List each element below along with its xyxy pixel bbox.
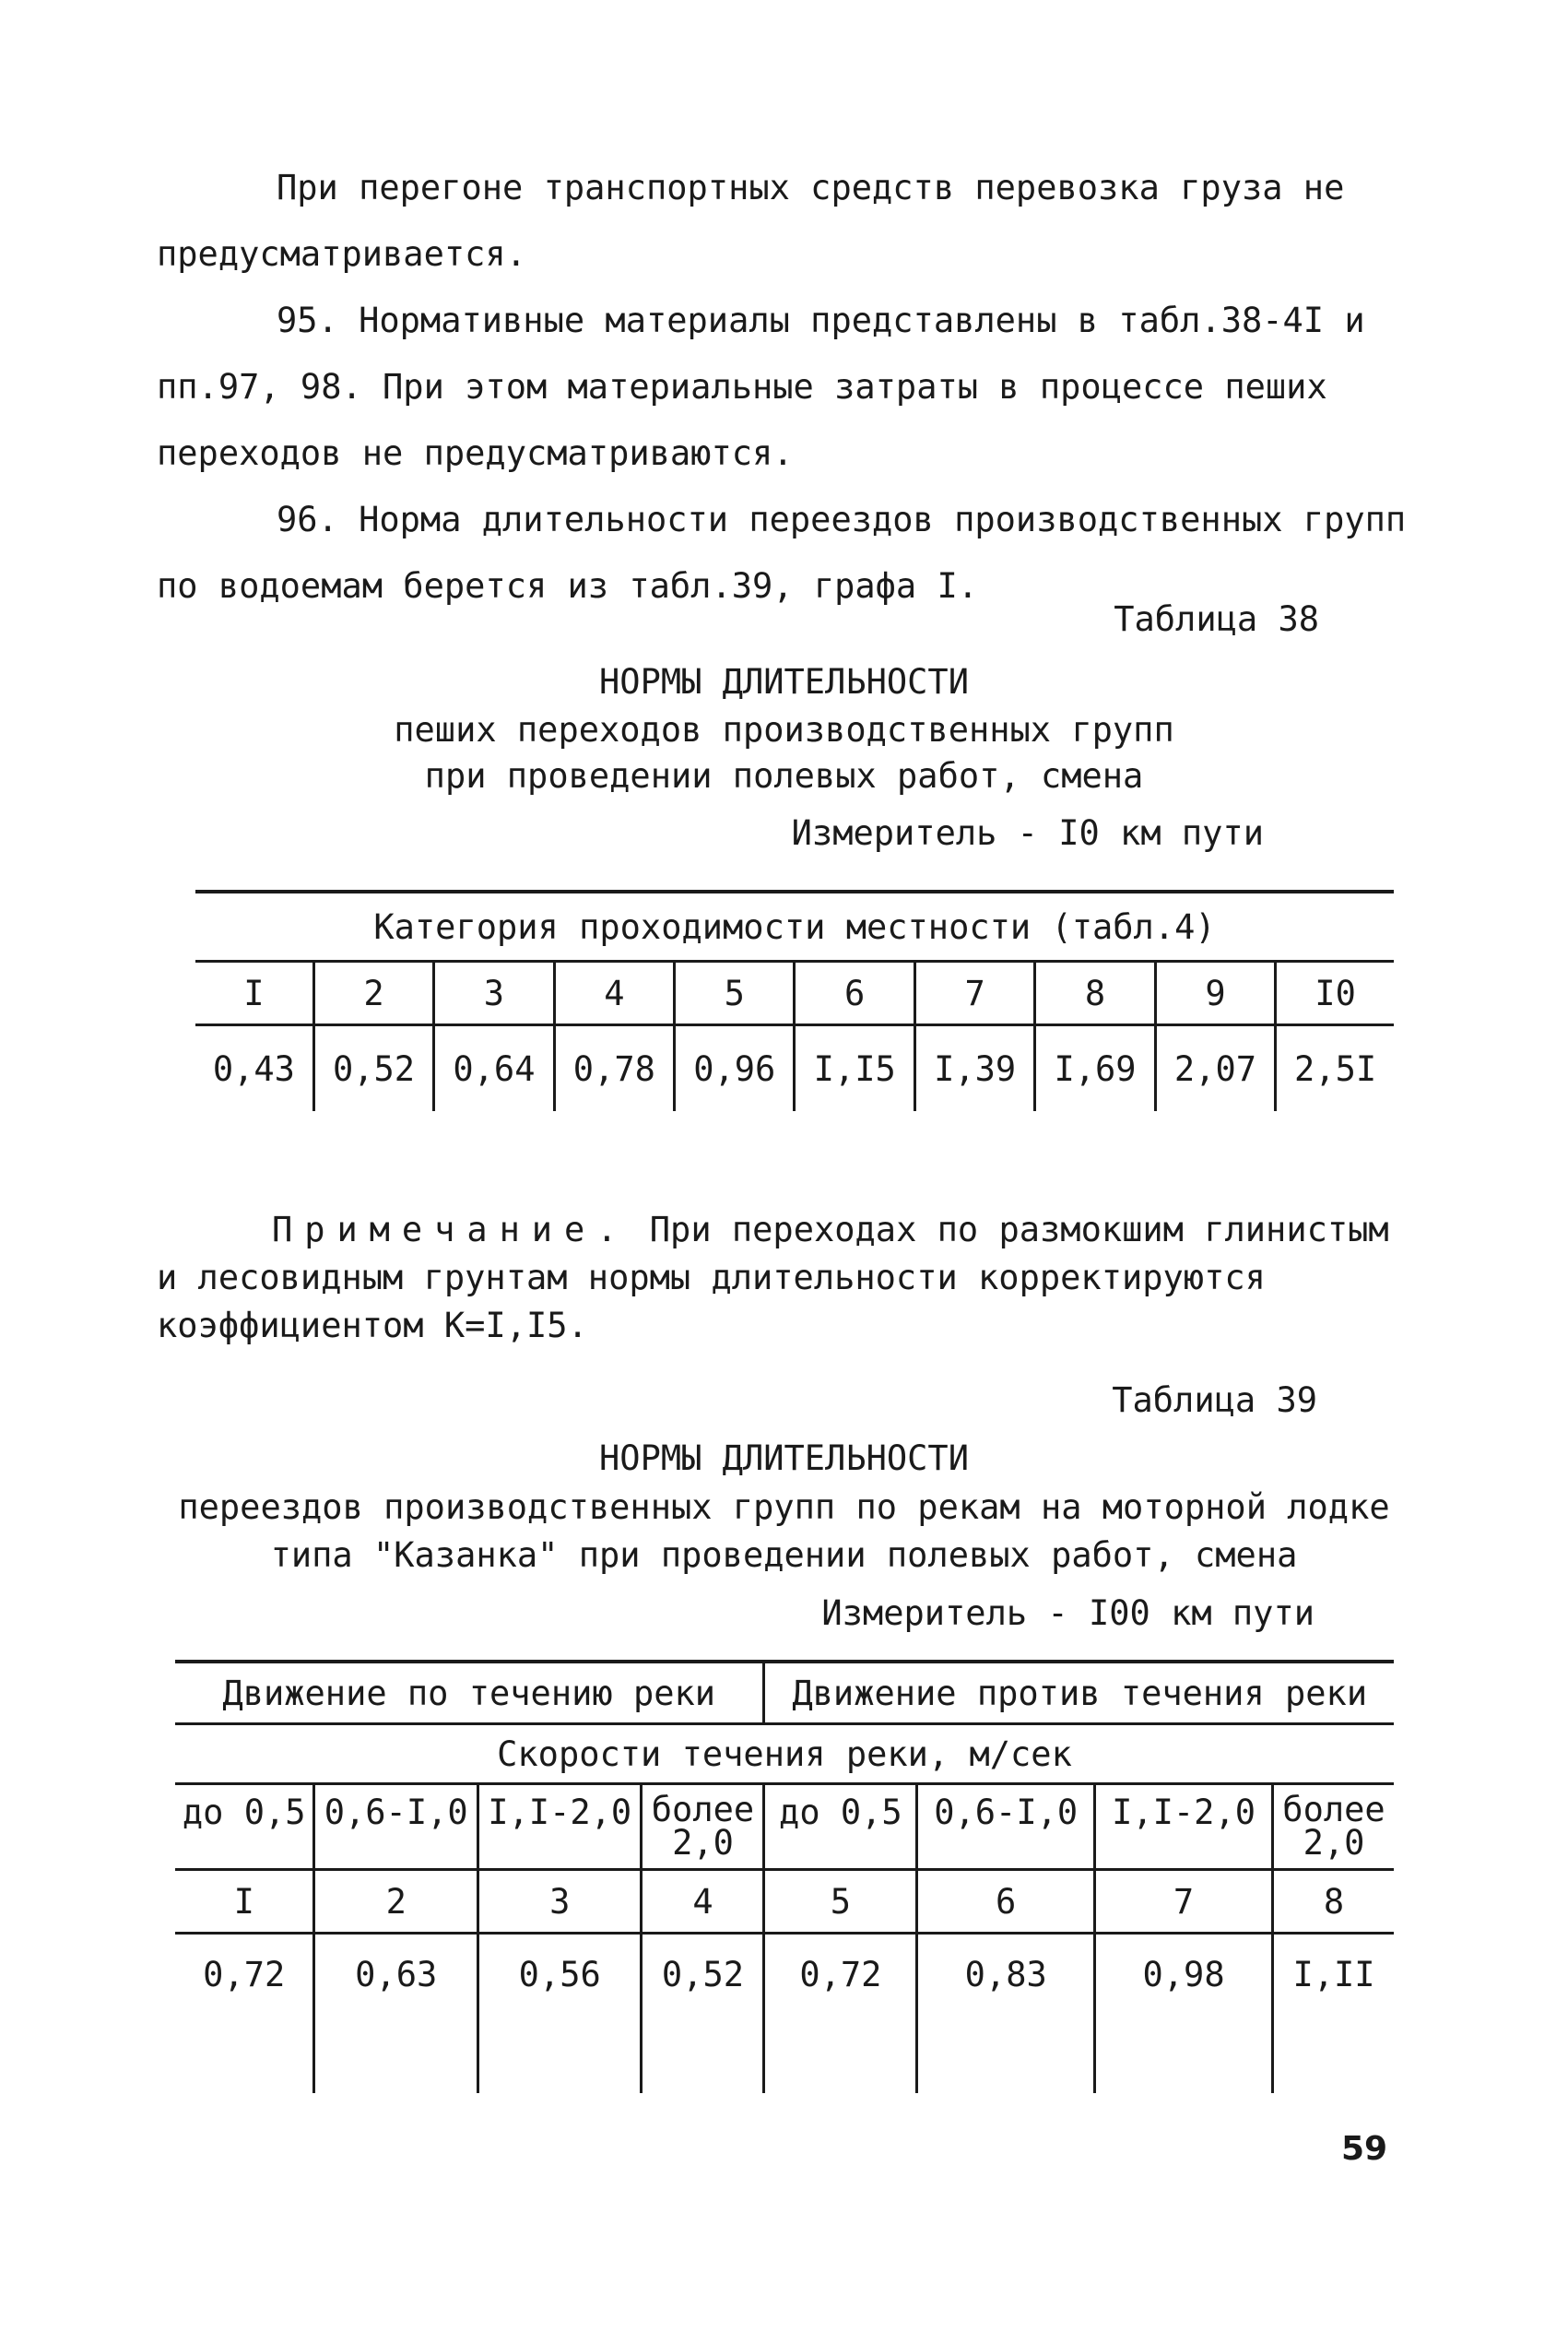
- table39-speed-header: Скорости течения реки, м/сек: [497, 1733, 1072, 1774]
- table38-col-7: 7: [914, 962, 1034, 1025]
- table39-speed-5: до 0,5: [764, 1784, 917, 1870]
- table39-speed-row: [175, 1724, 1394, 1784]
- table39-header-downstream: Движение по течению реки: [222, 1673, 716, 1713]
- table39-subtitle-2: типа "Казанка" при проведении полевых работ, смена: [270, 1535, 1298, 1575]
- table38-col-3: 3: [434, 962, 554, 1025]
- table39-value-4: 0,52: [642, 1934, 764, 2094]
- table39-col-4: 4: [642, 1870, 764, 1934]
- table38-value-8: I,69: [1035, 1025, 1155, 1112]
- table39-value-7: 0,98: [1095, 1934, 1273, 2094]
- table38-value-10: 2,5I: [1276, 1025, 1394, 1112]
- table39-col-3: 3: [477, 1870, 642, 1934]
- table38-value-9: 2,07: [1155, 1025, 1275, 1112]
- intro-paragraph-1: При перегоне транспортных средств перевозка груза не предусматривается.: [157, 168, 1345, 274]
- table38-col-1: I: [243, 973, 265, 1013]
- table39-col-2: 2: [314, 1870, 478, 1934]
- table39-value-1: 0,72: [203, 1955, 286, 1994]
- table39-speed-6: 0,6-I,0: [917, 1784, 1095, 1870]
- table38-value-6: I,I5: [795, 1025, 914, 1112]
- table38-col-4: 4: [554, 962, 674, 1025]
- table38-title: НОРМЫ ДЛИТЕЛЬНОСТИ: [599, 662, 969, 702]
- table38-label: Таблица 38: [1114, 599, 1319, 639]
- table38-meter: Измеритель - I0 км пути: [791, 813, 1264, 853]
- table39-col-8: 8: [1273, 1870, 1395, 1934]
- table38-col-8: 8: [1035, 962, 1155, 1025]
- table38-col-9: 9: [1155, 962, 1275, 1025]
- table39-column-row: [175, 1870, 1394, 1934]
- table39: [175, 1660, 1394, 2093]
- table39-value-2: 0,63: [314, 1934, 478, 2094]
- table39-header-upstream: Движение против течения реки: [764, 1662, 1394, 1724]
- note: [157, 1206, 1420, 1350]
- page-number: 59: [1341, 2130, 1388, 2168]
- table39-speed-8: более 2,0: [1273, 1784, 1395, 1870]
- table38-col-5: 5: [675, 962, 795, 1025]
- table39-speed-7: I,I-2,0: [1095, 1784, 1273, 1870]
- table39-value-row: [175, 1934, 1394, 2094]
- table38-value-3: 0,64: [434, 1025, 554, 1112]
- table39-label: Таблица 39: [1112, 1380, 1317, 1420]
- table38-value-4: 0,78: [554, 1025, 674, 1112]
- table38-value-2: 0,52: [313, 1025, 433, 1112]
- table38-subtitle-2: при проведении полевых работ, смена: [424, 756, 1144, 796]
- table39-col-6: 6: [917, 1870, 1095, 1934]
- table39-direction-row: [175, 1662, 1394, 1724]
- table39-speed-4: более 2,0: [642, 1784, 764, 1870]
- table39-subtitle-1: переездов производственных групп по рекам на моторной лодке: [178, 1487, 1390, 1527]
- table39-col-7: 7: [1095, 1870, 1273, 1934]
- table39-value-8: I,II: [1273, 1934, 1395, 2094]
- table39-value-3: 0,56: [477, 1934, 642, 2094]
- table38-value-row: [195, 1025, 1394, 1112]
- intro-paragraph-2: 95. Нормативные материалы представлены в табл.38-4I и пп.97, 98. При этом материальные затраты в процессе пеших переходов не предусматриваются.: [157, 301, 1365, 473]
- intro-paragraph-3: 96. Норма длительности переездов производственных групп по водоемам берется из табл.39, графа I.: [157, 500, 1407, 606]
- table38-group-row: [195, 892, 1394, 962]
- note-label: Примечание.: [272, 1210, 630, 1249]
- table39-meter: Измеритель - I00 км пути: [821, 1593, 1315, 1633]
- table38-group-header: Категория проходимости местности (табл.4): [373, 906, 1216, 947]
- table39-speed-1: до 0,5: [182, 1793, 306, 1832]
- table39-speed-2: 0,6-I,0: [314, 1784, 478, 1870]
- table38-value-5: 0,96: [675, 1025, 795, 1112]
- table39-col-1: I: [233, 1881, 254, 1922]
- table38-subtitle-1: пеших переходов производственных групп: [394, 710, 1174, 750]
- table38-col-10: I0: [1276, 962, 1394, 1025]
- table39-value-5: 0,72: [764, 1934, 917, 2094]
- note-text: При переходах по размокшим глинистым и лесовидным грунтам нормы длительности корректируются коэффициентом К=I,I5.: [157, 1210, 1389, 1345]
- table39-col-5: 5: [764, 1870, 917, 1934]
- table38-col-2: 2: [313, 962, 433, 1025]
- table38-value-1: 0,43: [212, 1048, 295, 1089]
- table38: [195, 890, 1394, 1111]
- table39-title: НОРМЫ ДЛИТЕЛЬНОСТИ: [599, 1438, 969, 1478]
- intro-text: [157, 155, 1410, 620]
- table39-value-6: 0,83: [917, 1934, 1095, 2094]
- table38-col-6: 6: [795, 962, 914, 1025]
- table39-speed-range-row: [175, 1784, 1394, 1870]
- table38-value-7: I,39: [914, 1025, 1034, 1112]
- table39-speed-3: I,I-2,0: [477, 1784, 642, 1870]
- table38-column-row: [195, 962, 1394, 1025]
